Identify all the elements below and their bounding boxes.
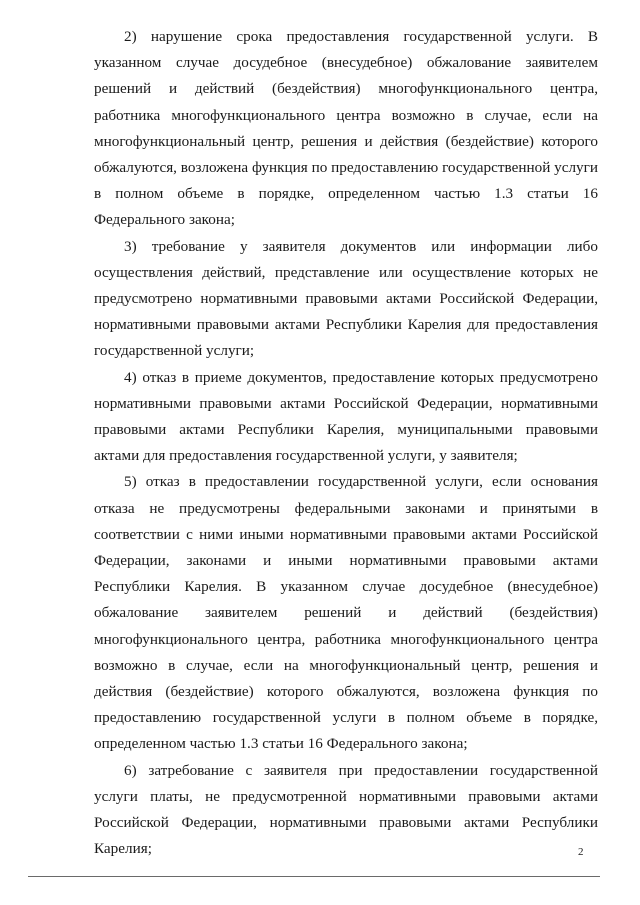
paragraph-item-2: 2) нарушение срока предоставления государственной услуги. В указанном случае досудебное (внесудебное) обжалование заявителем решений и действий (бездействия) многофункционального центра, работника многофункционального центра возможно в случае, если на многофункциональный центр, решения и действия (бездействие) которого обжалуются, возложена функция по предоставлению государственной услуги в полном объеме в порядке, определенном частью 1.3 статьи 16 Федерального закона;	[94, 28, 598, 229]
page-bottom-rule	[28, 876, 600, 877]
paragraph-item-6: 6) затребование с заявителя при предоставлении государственной услуги платы, не предусмотренной нормативными правовыми актами Российской Федерации, нормативными правовыми актами Республики Карелия;	[94, 761, 598, 858]
paragraph-item-3: 3) требование у заявителя документов или информации либо осуществления действий, представление или осуществление которых не предусмотрено нормативными правовыми актами Российской Федерации, нормативными правовыми актами Республики Карелия для предоставления государственной услуги;	[94, 237, 598, 360]
page-number: 2	[578, 846, 584, 858]
paragraph-item-5: 5) отказ в предоставлении государственной услуги, если основания отказа не предусмотрены федеральными законами и принятыми в соответствии с ними иными нормативными правовыми актами Российской Федерации, законами и иными нормативными правовыми актами Республики Карелия. В указанном случае досудебное (внесудебное) обжалование заявителем решений и действий (бездействия) многофункционального центра, работника многофункционального центра возможно в случае, если на многофункциональный центр, решения и действия (бездействие) которого обжалуются, возложена функция по предоставлению государственной услуги в полном объеме в порядке, определенном частью 1.3 статьи 16 Федерального закона;	[94, 473, 598, 753]
paragraph-item-4: 4) отказ в приеме документов, предоставление которых предусмотрено нормативными правовыми актами Российской Федерации, нормативными правовыми актами Республики Карелия, муниципальными правовыми актами для предоставления государственной услуги, у заявителя;	[94, 368, 598, 465]
body-text	[94, 24, 598, 863]
